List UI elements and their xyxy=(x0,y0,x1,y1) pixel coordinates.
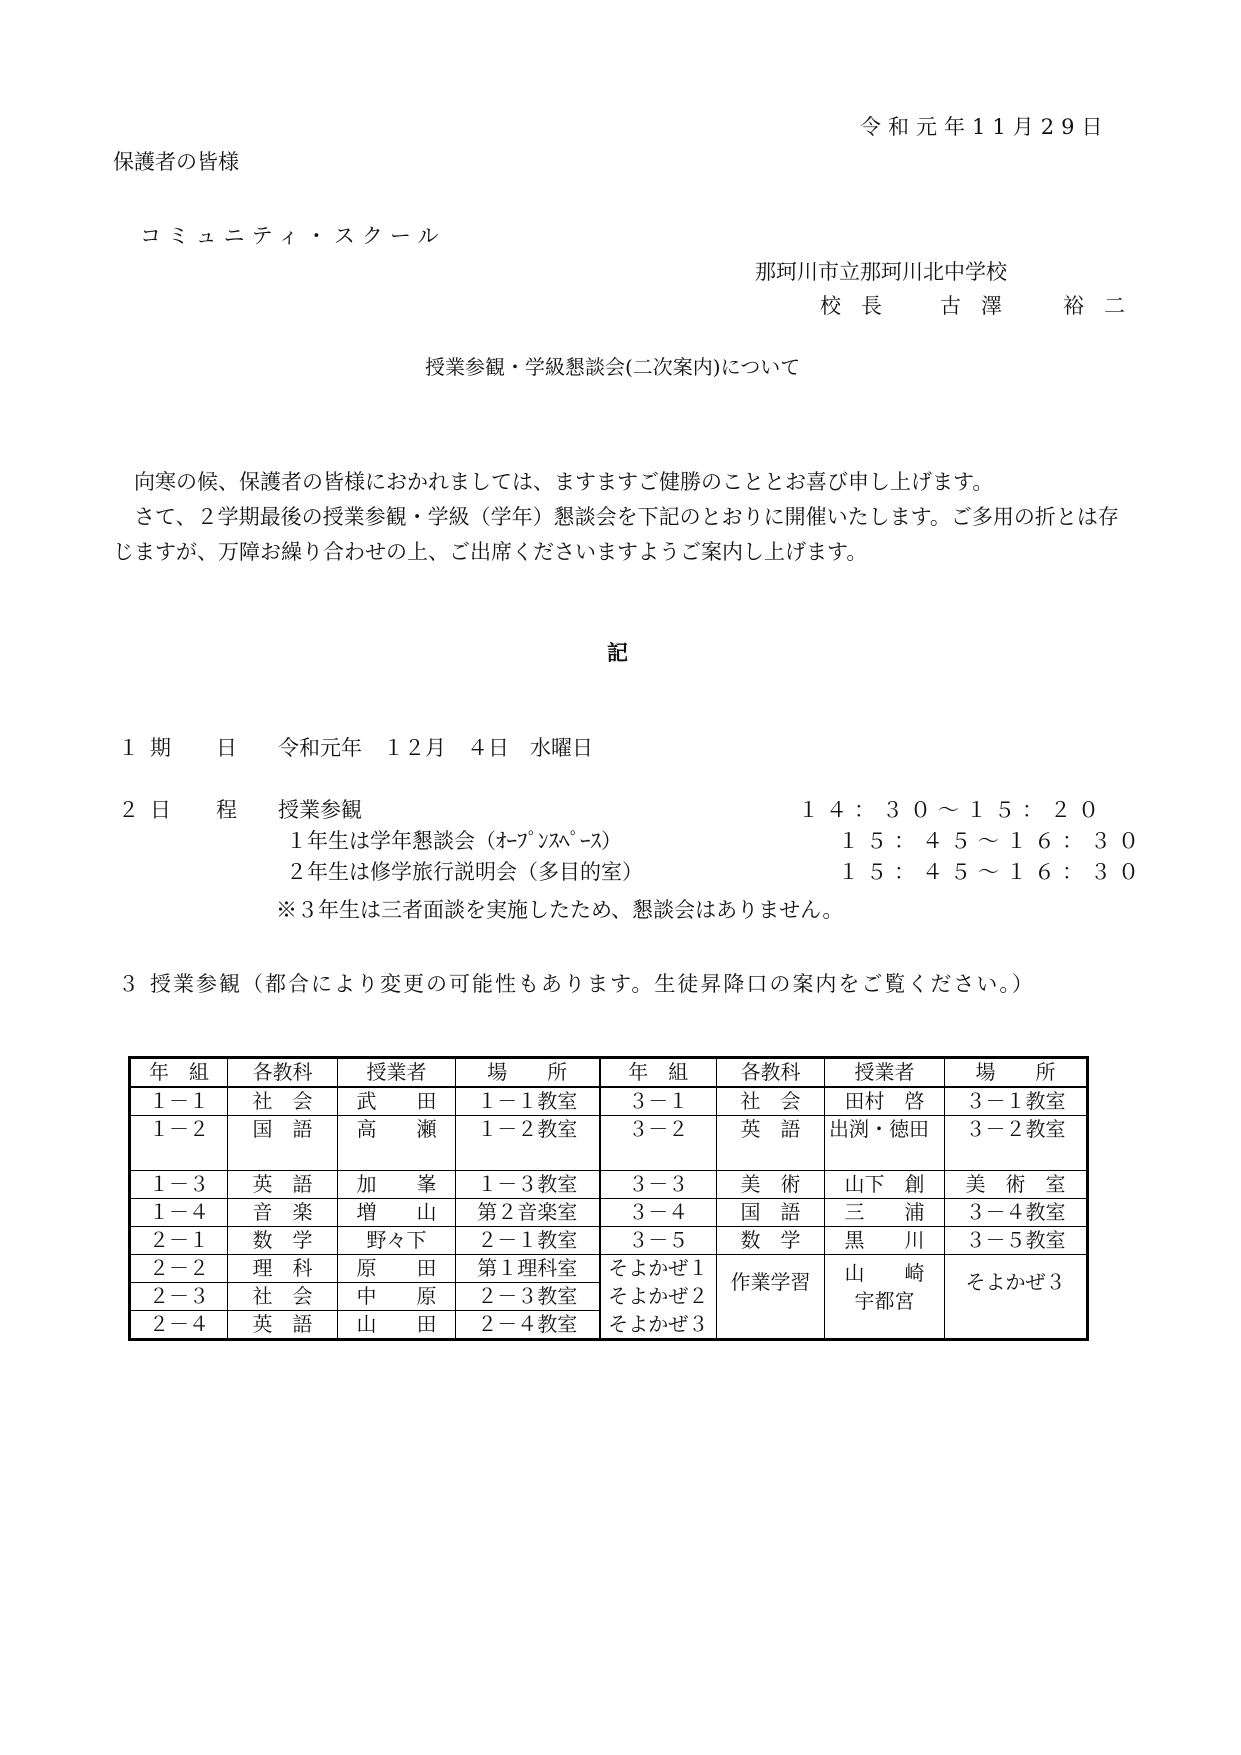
item1-number: １ xyxy=(118,736,139,760)
cc-recipient: コミュニティ・スクール xyxy=(140,224,446,248)
cell-class: ３－５ xyxy=(600,1227,717,1255)
header-teacher: 授業者 xyxy=(338,1058,456,1088)
cell-class: ２－１ xyxy=(130,1227,228,1255)
cell-place: ３－１教室 xyxy=(945,1087,1088,1116)
cell-place: 第２音楽室 xyxy=(456,1199,600,1227)
item1-value: 令和元年 １２月 ４日 水曜日 xyxy=(278,736,593,760)
class-visit-table xyxy=(128,1056,1089,1341)
cell-subject: 英 語 xyxy=(228,1171,338,1199)
item3-number: ３ xyxy=(118,972,139,996)
cell-place: ２－１教室 xyxy=(456,1227,600,1255)
cell-class: １－４ xyxy=(130,1199,228,1227)
cell-place: 美 術 室 xyxy=(945,1171,1088,1199)
cell-teacher: 出渕・徳田 xyxy=(825,1116,945,1171)
cell-subject: 英 語 xyxy=(228,1311,338,1340)
cell-teacher: 加 峯 xyxy=(338,1171,456,1199)
cell-subject: 社 会 xyxy=(717,1087,825,1116)
body-paragraph-1: 向寒の候、保護者の皆様におかれましては、ますますご健勝のこととお喜び申し上げます。 xyxy=(134,470,994,494)
cell-teacher: 田村 啓 xyxy=(825,1087,945,1116)
header-teacher-2: 授業者 xyxy=(825,1058,945,1088)
sender-title: 校長 xyxy=(820,294,902,318)
item2-label: 日 程 xyxy=(150,798,249,822)
cell-subject: 数 学 xyxy=(228,1227,338,1255)
merged-teacher-1: 山 崎 xyxy=(844,1261,925,1285)
cell-class: ２－３ xyxy=(130,1283,228,1311)
table-row xyxy=(130,1116,1088,1171)
cell-teacher: 黒 川 xyxy=(825,1227,945,1255)
cell-subject: 美 術 xyxy=(717,1171,825,1199)
cell-place: ３－２教室 xyxy=(945,1116,1088,1171)
item1-label: 期 日 xyxy=(150,736,249,760)
merged-place-cell: そよかぜ３ xyxy=(945,1255,1088,1340)
schedule-row-2-time: １５：４５～１６：３０ xyxy=(838,829,1146,853)
cell-place: 第１理科室 xyxy=(456,1255,600,1283)
schedule-row-1-time: １４：３０～１５：２０ xyxy=(798,798,1106,822)
recipient: 保護者の皆様 xyxy=(113,150,239,174)
cell-teacher: 高 瀬 xyxy=(338,1116,456,1171)
cell-subject: 理 科 xyxy=(228,1255,338,1283)
table-row xyxy=(130,1171,1088,1199)
schedule-note: ※３年生は三者面談を実施したため、懇談会はありません。 xyxy=(276,898,844,922)
cell-teacher: 山下 創 xyxy=(825,1171,945,1199)
cell-teacher: 野々下 xyxy=(338,1227,456,1255)
sender-school: 那珂川市立那珂川北中学校 xyxy=(755,260,1007,284)
ki-heading: 記 xyxy=(607,640,628,665)
cell-subject: 英 語 xyxy=(717,1116,825,1171)
cell-class: １－１ xyxy=(130,1087,228,1116)
table-row xyxy=(130,1199,1088,1227)
cell-subject: 国 語 xyxy=(717,1199,825,1227)
header-place: 場 所 xyxy=(456,1058,600,1088)
table-row xyxy=(130,1087,1088,1116)
merged-subject-cell: 作業学習 xyxy=(717,1255,825,1340)
cell-teacher: 三 浦 xyxy=(825,1199,945,1227)
schedule-row-1-text: 授業参観 xyxy=(278,798,362,822)
header-class-2: 年 組 xyxy=(600,1058,717,1088)
cell-place: ２－３教室 xyxy=(456,1283,600,1311)
schedule-row-3-text: ２年生は修学旅行説明会（多目的室） xyxy=(286,860,643,884)
item2-number: ２ xyxy=(118,798,139,822)
body-text xyxy=(113,465,1123,570)
table-row xyxy=(130,1255,1088,1283)
schedule-row-3-time: １５：４５～１６：３０ xyxy=(838,860,1146,884)
cell-class: ２－４ xyxy=(130,1311,228,1340)
cell-class: ３－３ xyxy=(600,1171,717,1199)
cell-subject: 社 会 xyxy=(228,1087,338,1116)
cell-class: ３－２ xyxy=(600,1116,717,1171)
document-date: 令和元年11月29日 xyxy=(860,115,1110,139)
cell-teacher: 中 原 xyxy=(338,1283,456,1311)
cell-teacher: 山 田 xyxy=(338,1311,456,1340)
table-row xyxy=(130,1227,1088,1255)
cell-place: ３－４教室 xyxy=(945,1199,1088,1227)
cell-place: １－３教室 xyxy=(456,1171,600,1199)
cell-place: １－２教室 xyxy=(456,1116,600,1171)
cell-class: そよかぜ１ xyxy=(600,1255,717,1283)
sender-name: 古澤 裕二 xyxy=(940,294,1145,318)
cell-teacher: 増 山 xyxy=(338,1199,456,1227)
cell-place: １－１教室 xyxy=(456,1087,600,1116)
cell-subject: 数 学 xyxy=(717,1227,825,1255)
header-place-2: 場 所 xyxy=(945,1058,1088,1088)
header-subject-2: 各教科 xyxy=(717,1058,825,1088)
cell-class: そよかぜ３ xyxy=(600,1311,717,1340)
cell-class: １－２ xyxy=(130,1116,228,1171)
cell-place: ３－５教室 xyxy=(945,1227,1088,1255)
cell-class: ３－４ xyxy=(600,1199,717,1227)
cell-teacher: 原 田 xyxy=(338,1255,456,1283)
cell-class: ２－２ xyxy=(130,1255,228,1283)
schedule-row-2-text: １年生は学年懇談会（ｵｰﾌﾟﾝｽﾍﾟｰｽ） xyxy=(286,829,622,853)
cell-teacher: 武 田 xyxy=(338,1087,456,1116)
header-subject: 各教科 xyxy=(228,1058,338,1088)
cell-subject: 社 会 xyxy=(228,1283,338,1311)
cell-subject: 音 楽 xyxy=(228,1199,338,1227)
body-paragraph-2: さて、２学期最後の授業参観・学級（学年）懇談会を下記のとおりに開催いたします。ご多用の折とは存じますが、万障お繰り合わせの上、ご出席くださいますようご案内し上げます。 xyxy=(113,505,1119,564)
header-class: 年 組 xyxy=(130,1058,228,1088)
cell-class: そよかぜ２ xyxy=(600,1283,717,1311)
cell-subject: 国 語 xyxy=(228,1116,338,1171)
merged-teacher-cell xyxy=(825,1255,945,1340)
cell-class: １－３ xyxy=(130,1171,228,1199)
table-header-row xyxy=(130,1058,1088,1088)
item3-text: 授業参観（都合により変更の可能性もあります。生徒昇降口の案内をご覧ください。） xyxy=(150,972,1035,996)
cell-class: ３－１ xyxy=(600,1087,717,1116)
cell-place: ２－４教室 xyxy=(456,1311,600,1340)
merged-teacher-2: 宇都宮 xyxy=(854,1289,915,1313)
page-title: 授業参観・学級懇談会(二次案内)について xyxy=(425,355,801,379)
